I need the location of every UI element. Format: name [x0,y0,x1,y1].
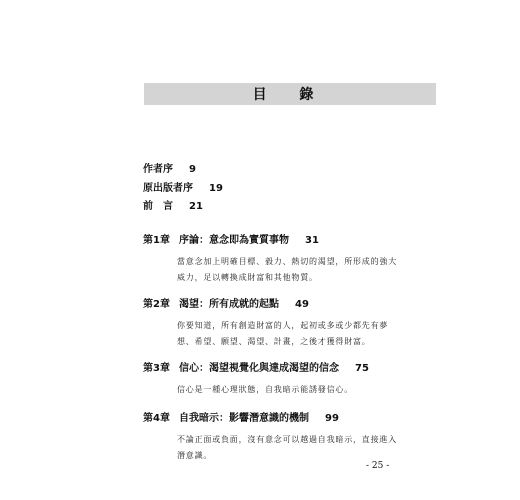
front-matter-label: 原出版者序 [143,183,193,194]
front-matter-item-preface [143,160,196,175]
front-matter-page: 9 [189,164,196,175]
chapter-title: 自我暗示：影響潛意識的機制 [179,413,309,424]
chapter-description: 不論正面或負面，沒有意念可以越過自我暗示，直接進入潛意識。 [177,435,397,460]
front-matter-page: 19 [209,183,223,194]
chapter-title: 信心：渴望視覺化與達成渴望的信念 [179,363,339,374]
chapter-description: 你要知道，所有創造財富的人，起初或多或少都先有夢想、希望、願望、渴望、計畫，之後才獲得財富。 [177,321,389,346]
chapter-title: 序論：意念即為實質事物 [179,235,289,246]
chapter-number: 第4章 [143,413,170,424]
chapter-number: 第1章 [143,235,170,246]
chapter-number: 第3章 [143,363,170,374]
chapter-description: 當意念加上明確目標、毅力、熱切的渴望，所形成的強大威力，足以轉換成財富和其他物質。 [177,257,397,282]
chapter-page: 75 [355,363,369,374]
chapter-number: 第2章 [143,299,170,310]
front-matter-label: 作者序 [143,164,173,175]
front-matter-item-publisher-preface [143,179,223,194]
front-matter-item-foreword [143,197,203,212]
chapter-entry-1 [143,231,403,286]
chapter-description: 信心是一種心理狀態，自我暗示能誘發信心。 [177,385,353,394]
chapter-title: 渴望：所有成就的起點 [179,299,279,310]
chapter-page: 49 [295,299,309,310]
chapter-page: 99 [325,413,339,424]
chapter-page: 31 [305,235,319,246]
chapter-entry-2 [143,295,403,350]
chapter-entry-3 [143,359,403,398]
front-matter-page: 21 [189,201,203,212]
toc-title: 目 錄 [144,83,436,105]
chapter-entry-4 [143,409,403,464]
page-number: - 25 - [366,461,390,471]
front-matter-label: 前 言 [143,201,173,212]
